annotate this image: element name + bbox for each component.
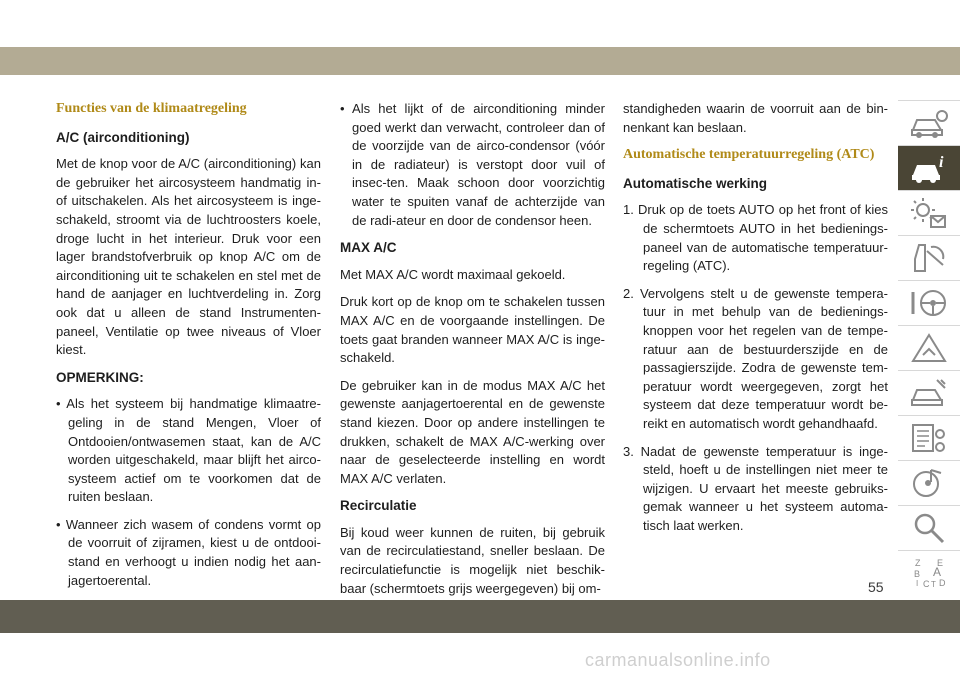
tab-starting-driving[interactable] <box>898 280 960 325</box>
note-label: OPMERKING: <box>56 369 144 385</box>
tab-emergency[interactable] <box>898 325 960 370</box>
bullet-item: • Als het systeem bij handmatige klimaatre-geling in de stand Mengen, Vloer of Ontdooien/ontwasemen staat, kan de A/C worden uitgeschakeld, maar blijft het airco-systeem actief om te voorkomen dat de ruiten beslaan. <box>56 396 321 505</box>
index-letter: C <box>923 579 930 589</box>
paragraph: Met MAX A/C wordt maximaal gekoeld. <box>340 266 566 282</box>
index-letter: D <box>939 578 946 588</box>
search-icon <box>909 511 949 545</box>
paragraph: standigheden waarin de voorruit aan de bin-nenkant kan beslaan. <box>623 101 888 135</box>
bullet-item: • Wanneer zich wasem of condens vormt op de voorruit of zijramen, kiest u de ontdooi-stand en verhoogt u indien nodig het aan-jagertoerental. <box>56 516 321 588</box>
numbered-item: 2. Vervolgens stelt u de gewenste tempera-tuur in met behulp van de bedienings-knoppen voor het regelen van de tempe-ratuur aan de bestuurderszijde en de passagierszijde. Zodra de gewenste tem-peratuur wordt weergegeven, zorgt het systeem dat deze temperatuur wordt be-reikt en automatisch wordt gehandhaafd. <box>623 285 888 431</box>
service-icon <box>909 376 949 410</box>
numbered-item: 3. Nadat de gewenste temperatuur is inge-steld, hoeft u de instellingen niet meer te wijzigen. U ervaart het meeste gebruiks-gemak wanneer u het systeem automa-tisch laat werken. <box>623 443 888 533</box>
subheading-recirculation: Recirculatie <box>340 498 417 514</box>
tab-search[interactable] <box>898 505 960 550</box>
subheading-ac: A/C (airconditioning) <box>56 129 190 145</box>
index-letter: Z <box>915 558 921 568</box>
top-band <box>0 47 960 75</box>
tab-warning-lights[interactable] <box>898 190 960 235</box>
bullet-item: • Als het lijkt of de airconditioning minder goed werkt dan verwacht, controleer dan of de voorzijde van de airco-condensor (vóór in de radiateur) is verstopt door vuil of insec-ten. Maak schoon door voorzichtig water te spuiten vanaf de achterzijde van de radi-ateur en door de condensor heen. <box>340 101 605 228</box>
tab-multimedia[interactable] <box>898 460 960 505</box>
warning-lights-icon <box>909 196 949 230</box>
subheading-max-ac: MAX A/C <box>340 240 397 256</box>
numbered-item: 1. Druk op de toets AUTO op het front of kies de schermtoets AUTO in het bedienings-paneel van de automatische temperatuur-regeling (ATC). <box>623 202 888 274</box>
emergency-icon <box>909 331 949 365</box>
tab-safety[interactable] <box>898 235 960 280</box>
multimedia-icon <box>909 466 949 500</box>
watermark: carmanualsonline.info <box>585 650 771 670</box>
page-number: 55 <box>868 579 884 595</box>
tab-specs[interactable] <box>898 415 960 460</box>
paragraph: Druk kort op de knop om te schakelen tussen MAX A/C en de voorgaande instellingen. De toets gaat branden wanneer MAX A/C is inge-schakeld. <box>340 294 605 366</box>
index-letter: T <box>931 580 936 589</box>
index-letter: E <box>937 558 944 568</box>
tab-car-info[interactable] <box>898 145 960 190</box>
tab-index[interactable] <box>898 550 960 593</box>
index-icon <box>909 555 949 589</box>
subheading-auto: Automatische werking <box>623 175 768 191</box>
paragraph: Met de knop voor de A/C (airconditioning) kan de gebruiker het aircosysteem handmatig in- of uitschakelen. Als het aircosysteem is inge-schakeld, stroomt via de luchtroosters koele, droge lucht in het interieur. Druk voor een lager brandstofverbruik op knop A/C om de airconditioning uit te schakelen en stel met de hand de aanjager en luchtverdeling in. Zorg ook dat u alleen de stand Instrumenten-paneel, Ventilatie op twee niveaus of Vloer kiest. <box>56 156 321 358</box>
index-letter: A <box>933 565 942 579</box>
car-info-icon <box>909 151 949 185</box>
index-letter: I <box>916 579 919 588</box>
svg-text:i: i <box>939 154 944 171</box>
specs-icon <box>909 421 949 455</box>
paragraph: De gebruiker kan in de modus MAX A/C het gewenste aanjagertoerental en de gewenste stand kiezen. Door op andere instellingen te drukken, schakelt de MAX A/C-werking over naar de geselecteerde instelling en wordt MAX A/C verlaten. <box>340 377 605 486</box>
safety-icon <box>909 241 949 275</box>
paragraph: Bij koud weer kunnen de ruiten, bij gebruik van de recirculatiestand, sneller beslaan. De recirculatiefunctie is mogelijk niet beschik-baar (schermtoets grijs weergegeven) bij om- <box>340 524 605 596</box>
tab-car-overview[interactable] <box>898 100 960 145</box>
bottom-band <box>0 600 960 633</box>
car-overview-icon <box>909 106 949 140</box>
index-letter: B <box>914 569 921 579</box>
column-1 <box>56 100 321 599</box>
section-heading: Functies van de klimaatregeling <box>56 101 247 116</box>
column-3 <box>623 100 888 544</box>
starting-driving-icon <box>909 286 949 320</box>
section-heading-atc: Automatische temperatuurregeling (ATC) <box>623 147 875 163</box>
column-2 <box>340 100 605 607</box>
tab-service[interactable] <box>898 370 960 415</box>
